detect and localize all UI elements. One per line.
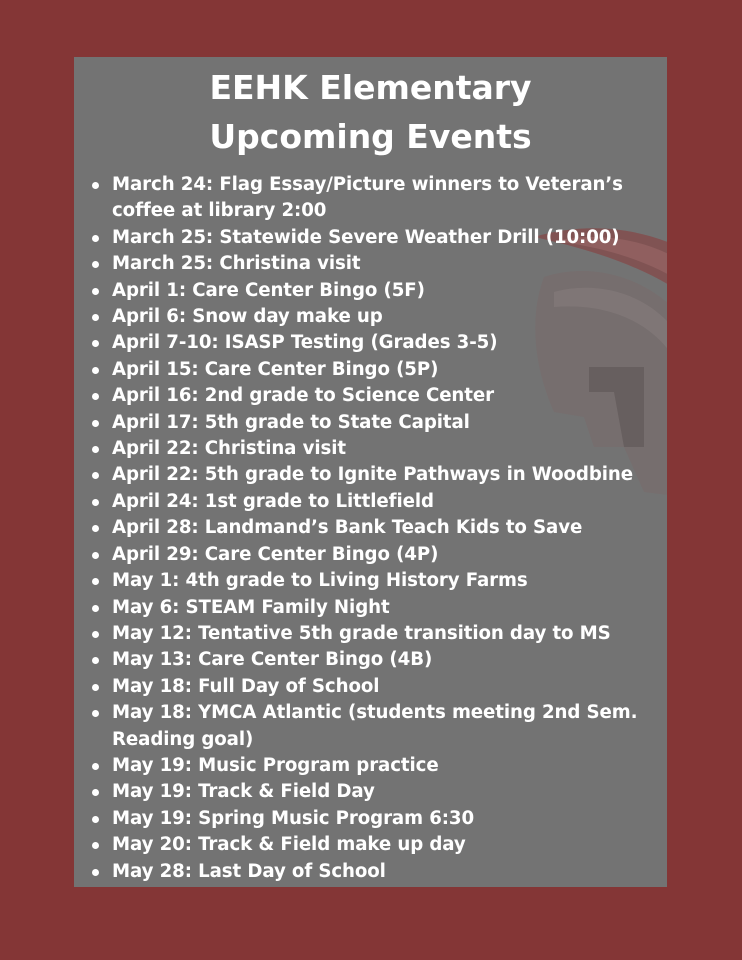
event-item: April 24: 1st grade to Littlefield (112, 489, 661, 515)
event-item: April 28: Landmand’s Bank Teach Kids to Save (112, 515, 661, 541)
event-item: April 1: Care Center Bingo (5F) (112, 278, 661, 304)
event-item: May 19: Music Program practice (112, 753, 661, 779)
event-item: April 22: 5th grade to Ignite Pathways in Woodbine (112, 462, 661, 488)
event-item: May 1: 4th grade to Living History Farms (112, 568, 661, 594)
event-item: March 24: Flag Essay/Picture winners to Veteran’s coffee at library 2:00 (112, 172, 661, 225)
event-item: April 29: Care Center Bingo (4P) (112, 542, 661, 568)
events-list (74, 172, 667, 885)
event-item: April 17: 5th grade to State Capital (112, 410, 661, 436)
event-item: May 20: Track & Field make up day (112, 832, 661, 858)
event-item: May 18: YMCA Atlantic (students meeting 2nd Sem. Reading goal) (112, 700, 661, 753)
page-title (74, 57, 667, 161)
event-item: May 19: Spring Music Program 6:30 (112, 806, 661, 832)
event-item: April 6: Snow day make up (112, 304, 661, 330)
event-item: March 25: Christina visit (112, 251, 661, 277)
event-item: March 25: Statewide Severe Weather Drill (10:00) (112, 225, 661, 251)
event-item: April 7-10: ISASP Testing (Grades 3-5) (112, 330, 661, 356)
event-item: May 6: STEAM Family Night (112, 595, 661, 621)
event-item: May 13: Care Center Bingo (4B) (112, 647, 661, 673)
event-item: May 18: Full Day of School (112, 674, 661, 700)
event-item: May 19: Track & Field Day (112, 779, 661, 805)
event-item: April 15: Care Center Bingo (5P) (112, 357, 661, 383)
event-item: May 28: Last Day of School (112, 859, 661, 885)
title-line-1: EEHK Elementary (209, 68, 532, 107)
event-item: April 16: 2nd grade to Science Center (112, 383, 661, 409)
event-item: May 12: Tentative 5th grade transition day to MS (112, 621, 661, 647)
event-item: April 22: Christina visit (112, 436, 661, 462)
title-line-2: Upcoming Events (209, 117, 532, 156)
events-panel (74, 57, 667, 887)
